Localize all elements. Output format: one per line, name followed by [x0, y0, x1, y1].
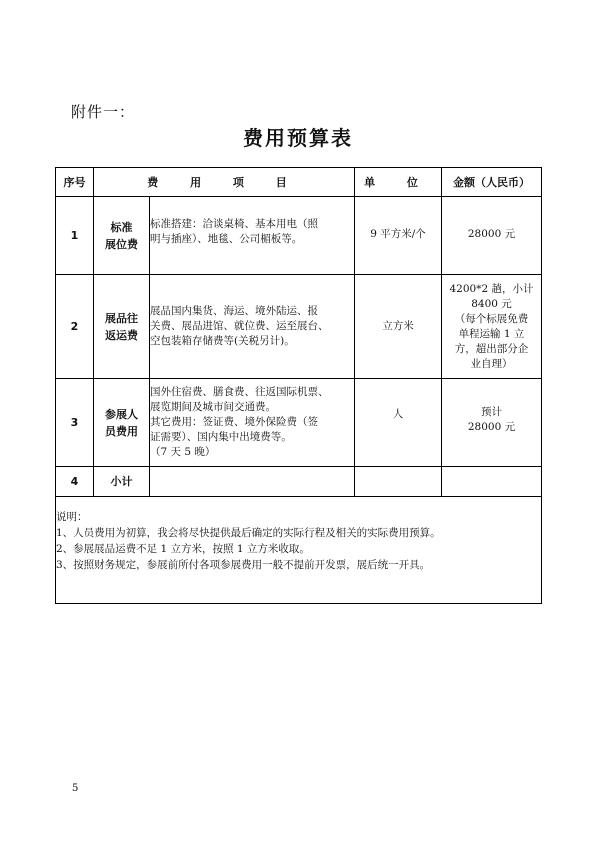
row-unit-line: 人 [392, 408, 404, 420]
row-amount [442, 467, 542, 497]
row-description-line: （7 天 5 晚） [150, 446, 216, 458]
notes-cell [56, 497, 542, 604]
row-amount-line: 方，超出部分企 [454, 342, 529, 355]
row-item-name-line: 展品往 [105, 311, 138, 325]
row-item-name-line: 员费用 [105, 424, 138, 438]
row-description-line: 展品国内集货、海运、境外陆运、报 [150, 305, 318, 317]
row-description [150, 275, 355, 379]
row-description-line: 空包装箱存储费等(关税另计)。 [150, 335, 295, 347]
row-unit-line: 9 平方米/个 [370, 228, 426, 240]
page-title: 费用预算表 [243, 126, 353, 150]
row-item-name [94, 379, 150, 467]
row-unit-line: 立方米 [382, 320, 414, 332]
header-item [94, 168, 355, 197]
row-description-line: 关费、展品进馆、就位费、运至展台、 [150, 320, 329, 332]
row-unit [355, 379, 442, 467]
table-row [56, 197, 542, 275]
row-description-line: 明与插座）、地毯、公司楣板等。 [150, 233, 303, 245]
page-number: 5 [72, 783, 79, 794]
row-description-line: 标准搭建：洽谈桌椅、基本用电（照 [150, 218, 318, 230]
row-description [150, 467, 355, 497]
row-description-line: 证需要）、国内集中出境费等。 [150, 431, 292, 443]
header-item-label: 费 用 项 目 [147, 176, 301, 189]
row-seq: 4 [56, 467, 94, 497]
row-seq: 3 [56, 379, 94, 467]
row-description [150, 197, 355, 275]
budget-table [55, 167, 542, 604]
row-item-name-line: 标准 [110, 220, 133, 234]
header-row [56, 168, 542, 197]
row-description-line: 国外住宿费、膳食费、往返国际机票、 [150, 386, 329, 398]
row-item-name [94, 467, 150, 497]
row-amount-line: 28000 元 [467, 228, 516, 240]
row-unit [355, 275, 442, 379]
table-row [56, 379, 542, 467]
header-seq: 序号 [56, 168, 94, 197]
attachment-label: 附件一： [71, 103, 136, 121]
row-item-name [94, 275, 150, 379]
note-item: 1、人员费用为初算，我会将尽快提供最后确定的实际行程及相关的实际费用预算。 [56, 527, 441, 539]
notes-row [56, 497, 542, 604]
row-amount-line: 4200*2 趟，小计 [449, 282, 534, 295]
row-unit [355, 197, 442, 275]
row-amount-line: 8400 元 [471, 297, 512, 310]
row-item-name-line: 小计 [110, 475, 133, 488]
row-amount-line: （每个标展免费 [454, 312, 529, 325]
row-item-name-line: 展位费 [105, 237, 138, 251]
table-row [56, 467, 542, 497]
header-amount: 金额（人民币） [442, 168, 542, 197]
row-amount [442, 197, 542, 275]
header-unit-label: 单 位 [364, 176, 432, 189]
row-description-line: 展览期间及城市间交通费。 [150, 401, 276, 413]
row-amount [442, 379, 542, 467]
row-item-name [94, 197, 150, 275]
row-seq: 2 [56, 275, 94, 379]
note-item: 3、按照财务规定，参展前所付各项参展费用一般不提前开发票，展后统一开具。 [56, 559, 431, 571]
row-amount-line: 业自理） [470, 357, 513, 370]
row-unit [355, 467, 442, 497]
row-amount-line: 28000 元 [467, 421, 516, 433]
row-item-name-line: 返运费 [105, 328, 138, 342]
table-row [56, 275, 542, 379]
row-description-line: 其它费用：签证费、境外保险费（签 [150, 416, 318, 428]
note-item: 2、参展展品运费不足 1 立方米，按照 1 立方米收取。 [56, 543, 310, 555]
row-amount-line: 预计 [481, 406, 502, 418]
row-amount-line: 单程运输 1 立 [458, 327, 525, 340]
row-seq: 1 [56, 197, 94, 275]
row-description [150, 379, 355, 467]
table-body [56, 197, 542, 497]
notes-heading: 说明： [56, 511, 88, 523]
row-amount [442, 275, 542, 379]
header-unit [355, 168, 442, 197]
row-item-name-line: 参展人 [105, 407, 138, 421]
